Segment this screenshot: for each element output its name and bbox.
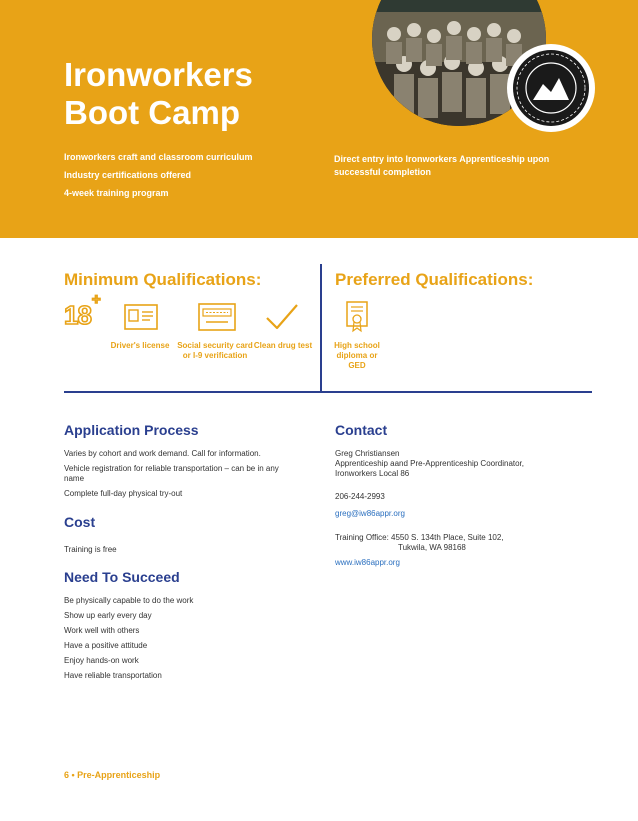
checkmark-icon <box>264 301 300 333</box>
hero-banner <box>0 0 638 238</box>
list-item: Work well with others <box>64 626 140 635</box>
list-item: Vehicle registration for reliable transportation – can be in any name <box>64 464 279 483</box>
contact-title: Contact <box>335 422 388 438</box>
horizontal-divider <box>64 391 592 393</box>
office-address-line2: Tukwila, WA 98168 <box>398 543 466 552</box>
social-security-card-icon <box>198 301 236 333</box>
contact-email-link[interactable]: greg@iw86appr.org <box>335 509 405 518</box>
vertical-divider <box>320 264 322 392</box>
minimum-qualifications-title: Minimum Qualifications: <box>64 270 262 289</box>
contact-name: Greg Christiansen <box>335 449 400 458</box>
social-security-label: Social security card or I-9 verification <box>177 341 253 360</box>
union-seal-icon <box>513 50 589 126</box>
website-link[interactable]: www.iw86appr.org <box>335 558 400 567</box>
cost-text: Training is free <box>64 545 117 554</box>
training-office-address <box>335 533 595 553</box>
age-requirement <box>64 291 100 331</box>
list-item: Have reliable transportation <box>64 671 162 680</box>
preferred-qualifications-title: Preferred Qualifications: <box>335 270 534 289</box>
succeed-list <box>64 596 296 686</box>
contact-person <box>335 449 595 479</box>
union-seal-inner <box>513 50 589 126</box>
title-line-1: Ironworkers <box>64 56 253 93</box>
need-to-succeed-title: Need To Succeed <box>64 569 180 585</box>
id-card-icon <box>124 301 158 333</box>
application-process-title: Application Process <box>64 422 199 438</box>
diploma-label: High school diploma or GED <box>334 341 380 370</box>
drivers-license-label: Driver's license <box>110 341 170 350</box>
feature-item: 4-week training program <box>64 188 169 198</box>
age-plus: + <box>91 291 100 309</box>
list-item: Complete full-day physical try-out <box>64 489 183 498</box>
direct-entry-text: Direct entry into Ironworkers Apprenticeship upon successful completion <box>334 154 550 177</box>
feature-list <box>64 153 314 207</box>
list-item: Be physically capable to do the work <box>64 596 194 605</box>
office-address-line1: Training Office: 4550 S. 134th Place, Suite 102, <box>335 533 504 542</box>
drug-test-label: Clean drug test <box>253 341 313 350</box>
union-seal-logo <box>507 44 595 132</box>
list-item: Enjoy hands-on work <box>64 656 139 665</box>
contact-role: Apprenticeship aand Pre-Apprenticeship Coordinator, <box>335 459 525 468</box>
contact-organization: Ironworkers Local 86 <box>335 469 410 478</box>
list-item: Varies by cohort and work demand. Call for information. <box>64 449 261 458</box>
page-title <box>64 56 324 132</box>
feature-item: Ironworkers craft and classroom curriculum <box>64 152 253 162</box>
list-item: Show up early every day <box>64 611 152 620</box>
page-footer: 6 • Pre-Apprenticeship <box>64 770 161 780</box>
title-line-2: Boot Camp <box>64 94 240 131</box>
contact-phone[interactable]: 206-244-2993 <box>335 492 385 501</box>
list-item: Have a positive attitude <box>64 641 148 650</box>
feature-item: Industry certifications offered <box>64 170 192 180</box>
age-number: 18 <box>64 300 91 330</box>
diploma-icon <box>342 301 372 333</box>
application-list <box>64 449 296 504</box>
cost-title: Cost <box>64 514 96 530</box>
